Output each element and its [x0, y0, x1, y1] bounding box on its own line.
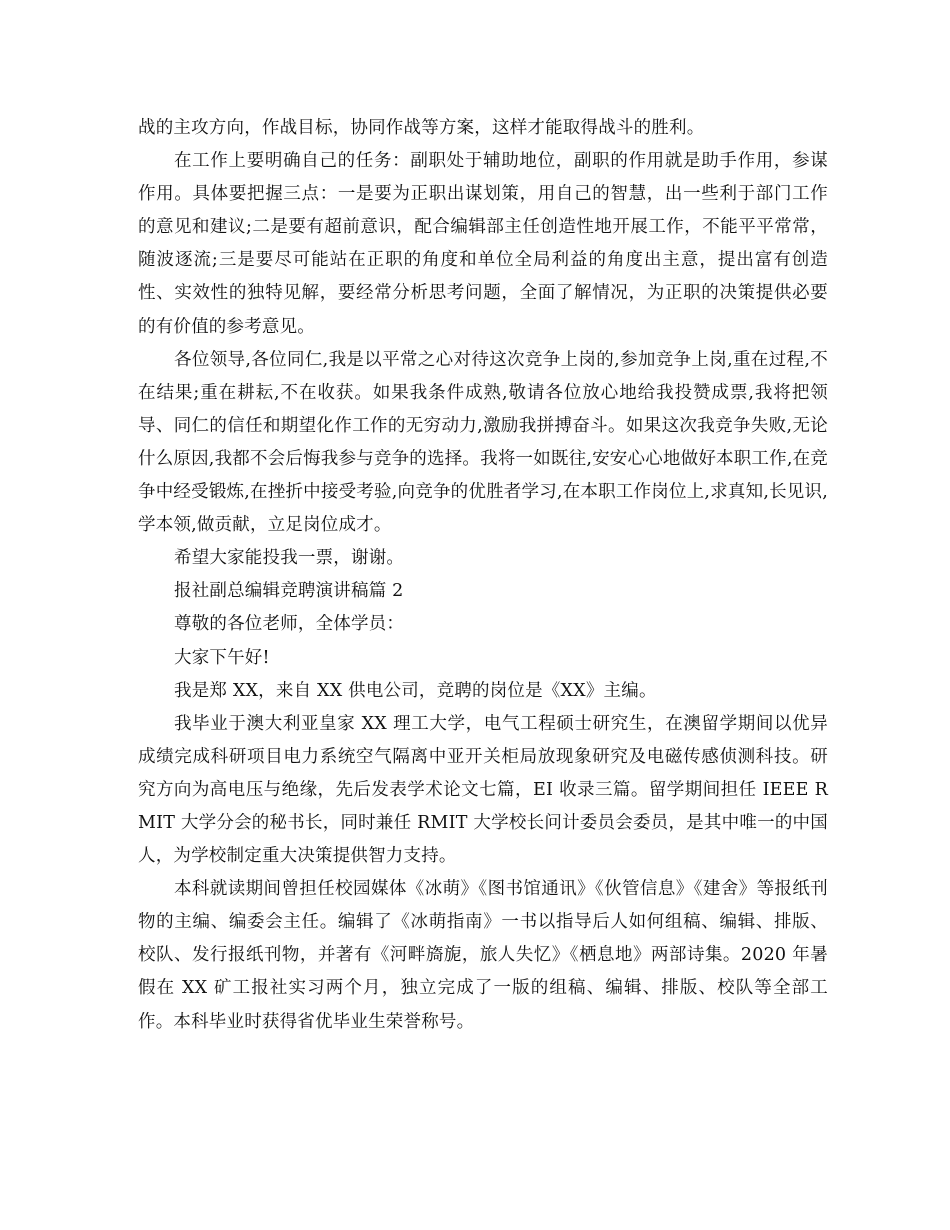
document-body — [138, 112, 828, 1039]
paragraph-education: 我毕业于澳大利亚皇家 XX 理工大学，电气工程硕士研究生，在澳留学期间以优异成绩完成科研项目电力系统空气隔离中亚开关柜局放现象研究及电磁传感侦测科技。研究方向为高电压与绝缘，先后发表学术论文七篇，EI 收录三篇。留学期间担任 IEEE RMIT 大学分会的秘书长，同时兼任 RMIT 大学校长问计委员会委员，是其中唯一的中国人，为学校制定重大决策提供智力支持。 — [138, 713, 828, 867]
paragraph-vote-request: 希望大家能投我一票，谢谢。 — [174, 548, 405, 569]
paragraph-greeting: 大家下午好! — [174, 647, 270, 668]
section-heading: 报社副总编辑竞聘演讲稿篇 2 — [174, 581, 404, 602]
paragraph-competition-attitude: 各位领导,各位同仁,我是以平常之心对待这次竞争上岗的,参加竞争上岗,重在过程,不在结果;重在耕耘,不在收获。如果我条件成熟,敬请各位放心地给我投赞成票,我将把领导、同仁的信任和期望化作工作的无穷动力,激励我拼搏奋斗。如果这次我竞争失败,无论什么原因,我都不会后悔我参与竞争的选择。我将一如既往,安安心心地做好本职工作,在竞争中经受锻炼,在挫折中接受考验,向竞争的优胜者学习,在本职工作岗位上,求真知,长见识,学本领,做贡献，立足岗位成才。 — [138, 349, 828, 536]
paragraph-deputy-duties: 在工作上要明确自己的任务：副职处于辅助地位，副职的作用就是助手作用，参谋作用。具体要把握三点：一是要为正职出谋划策，用自己的智慧，出一些利于部门工作的意见和建议;二是要有超前意识，配合编辑部主任创造性地开展工作，不能平平常常，随波逐流;三是要尽可能站在正职的角度和单位全局利益的角度出主意，提出富有创造性、实效性的独特见解，要经常分析思考问题，全面了解情况，为正职的决策提供必要的有价值的参考意见。 — [138, 151, 828, 337]
paragraph-continued: 战的主攻方向，作战目标，协同作战等方案，这样才能取得战斗的胜利。 — [138, 118, 705, 138]
paragraph-salutation: 尊敬的各位老师，全体学员： — [174, 614, 405, 635]
paragraph-introduction: 我是郑 XX，来自 XX 供电公司，竞聘的岗位是《XX》主编。 — [174, 680, 657, 701]
paragraph-editorial-experience: 本科就读期间曾担任校园媒体《冰萌》《图书馆通讯》《伙管信息》《建舍》等报纸刊物的主编、编委会主任。编辑了《冰萌指南》一书以指导后人如何组稿、编辑、排版、校队、发行报纸刊物，并著有《河畔旖旎，旅人失忆》《栖息地》两部诗集。2020 年暑假在 XX 矿工报社实习两个月，独立完成了一版的组稿、编辑、排版、校队等全部工作。本科毕业时获得省优毕业生荣誉称号。 — [138, 879, 828, 1032]
